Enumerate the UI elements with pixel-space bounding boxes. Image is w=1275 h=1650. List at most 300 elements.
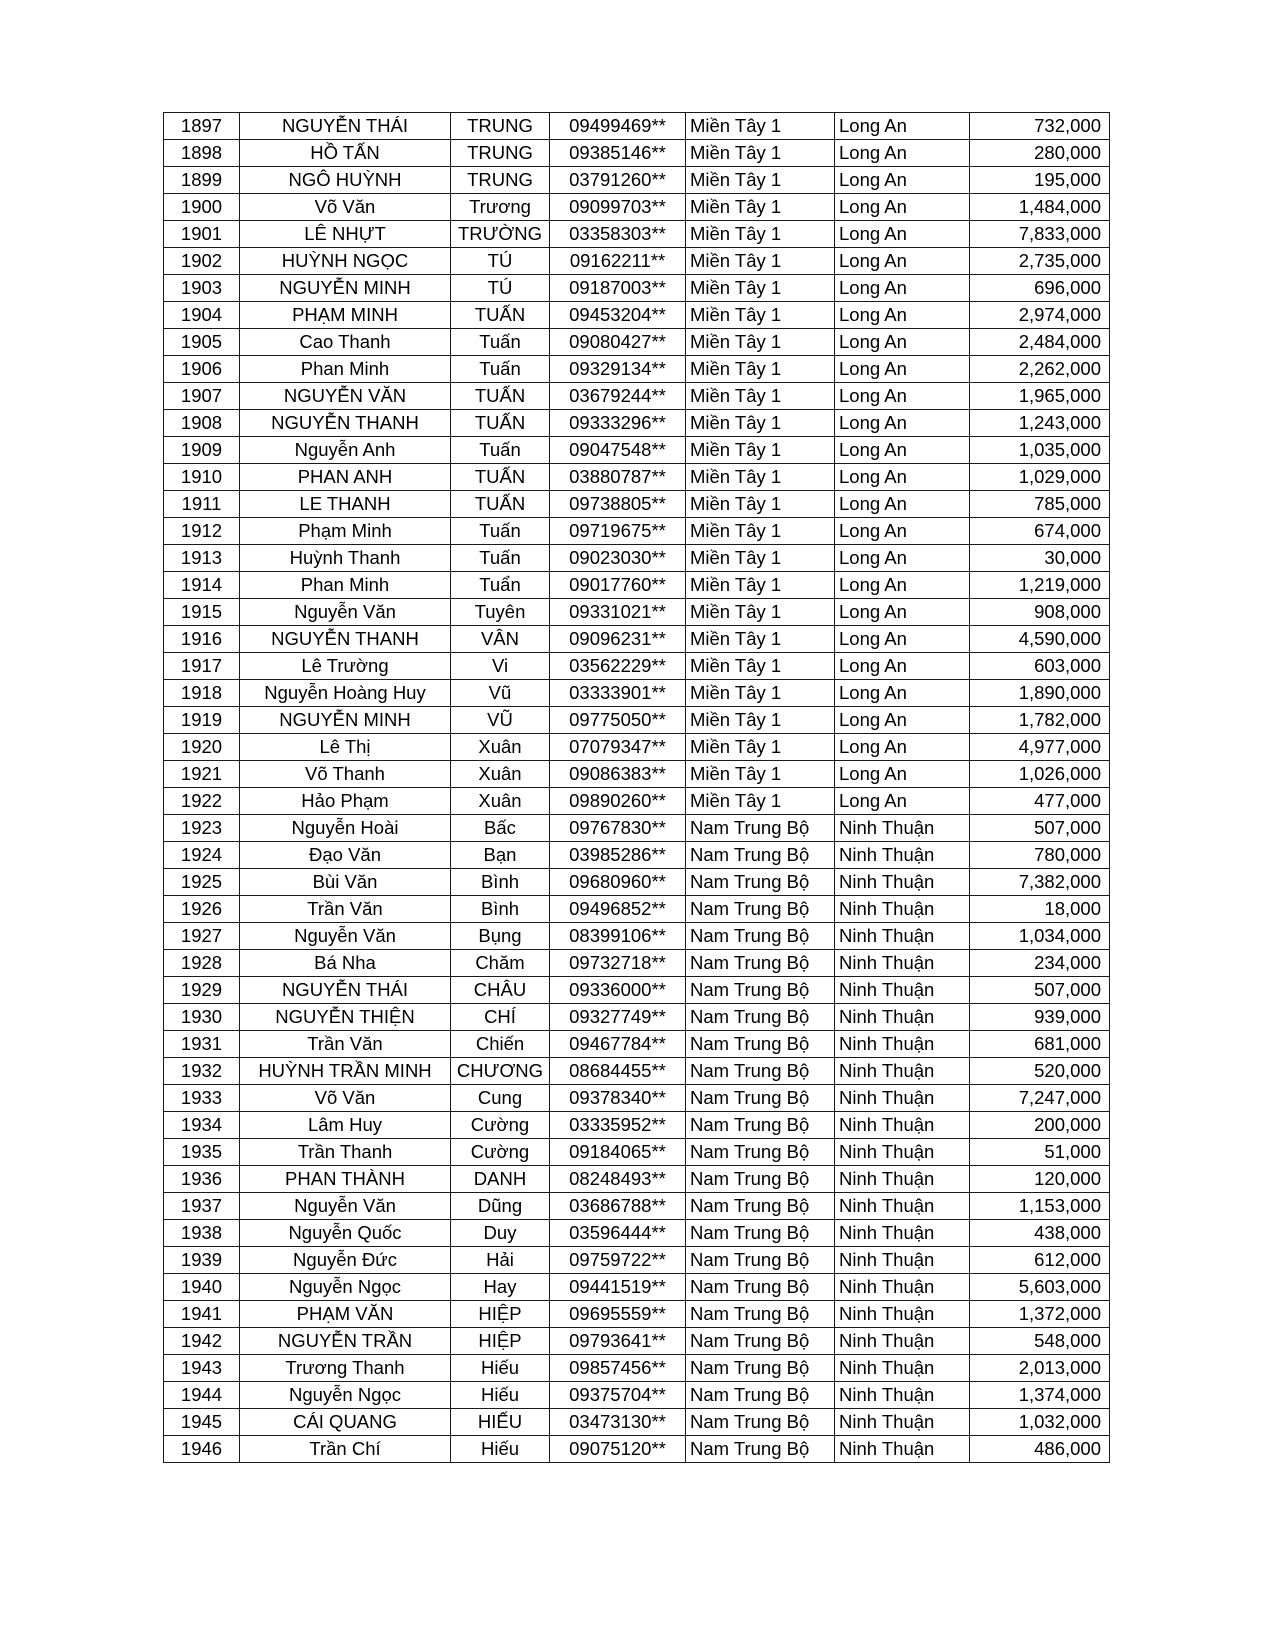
- surname-cell: Đạo Văn: [240, 842, 451, 869]
- phone-cell: 09775050**: [550, 707, 686, 734]
- given-name-cell: Hiếu: [451, 1355, 550, 1382]
- row-number-cell: 1929: [164, 977, 240, 1004]
- row-number-cell: 1942: [164, 1328, 240, 1355]
- region-cell: Nam Trung Bộ: [686, 1004, 835, 1031]
- phone-cell: 09496852**: [550, 896, 686, 923]
- given-name-cell: Hiếu: [451, 1382, 550, 1409]
- surname-cell: Bá Nha: [240, 950, 451, 977]
- province-cell: Long An: [835, 599, 970, 626]
- row-number-cell: 1902: [164, 248, 240, 275]
- province-cell: Long An: [835, 167, 970, 194]
- table-row: [164, 464, 1110, 491]
- table-body: [164, 113, 1110, 1463]
- surname-cell: Bùi Văn: [240, 869, 451, 896]
- region-cell: Miền Tây 1: [686, 329, 835, 356]
- row-number-cell: 1927: [164, 923, 240, 950]
- phone-cell: 08248493**: [550, 1166, 686, 1193]
- province-cell: Long An: [835, 491, 970, 518]
- phone-cell: 07079347**: [550, 734, 686, 761]
- row-number-cell: 1909: [164, 437, 240, 464]
- surname-cell: NGUYỄN THÁI: [240, 977, 451, 1004]
- surname-cell: PHẠM MINH: [240, 302, 451, 329]
- given-name-cell: Tuấn: [451, 518, 550, 545]
- province-cell: Ninh Thuận: [835, 1139, 970, 1166]
- row-number-cell: 1930: [164, 1004, 240, 1031]
- row-number-cell: 1932: [164, 1058, 240, 1085]
- region-cell: Nam Trung Bộ: [686, 1166, 835, 1193]
- given-name-cell: Tuyên: [451, 599, 550, 626]
- phone-cell: 09017760**: [550, 572, 686, 599]
- phone-cell: 03679244**: [550, 383, 686, 410]
- province-cell: Ninh Thuận: [835, 1355, 970, 1382]
- phone-cell: 09467784**: [550, 1031, 686, 1058]
- province-cell: Long An: [835, 680, 970, 707]
- amount-cell: 2,974,000: [970, 302, 1110, 329]
- region-cell: Nam Trung Bộ: [686, 1382, 835, 1409]
- amount-cell: 5,603,000: [970, 1274, 1110, 1301]
- province-cell: Ninh Thuận: [835, 896, 970, 923]
- phone-cell: 03686788**: [550, 1193, 686, 1220]
- province-cell: Long An: [835, 140, 970, 167]
- table-row: [164, 383, 1110, 410]
- surname-cell: Nguyễn Văn: [240, 1193, 451, 1220]
- province-cell: Ninh Thuận: [835, 923, 970, 950]
- amount-cell: 2,013,000: [970, 1355, 1110, 1382]
- table-row: [164, 1274, 1110, 1301]
- region-cell: Miền Tây 1: [686, 437, 835, 464]
- table-row: [164, 1193, 1110, 1220]
- region-cell: Nam Trung Bộ: [686, 1247, 835, 1274]
- phone-cell: 09499469**: [550, 113, 686, 140]
- row-number-cell: 1939: [164, 1247, 240, 1274]
- amount-cell: 732,000: [970, 113, 1110, 140]
- province-cell: Ninh Thuận: [835, 1085, 970, 1112]
- region-cell: Nam Trung Bộ: [686, 1193, 835, 1220]
- phone-cell: 09738805**: [550, 491, 686, 518]
- row-number-cell: 1905: [164, 329, 240, 356]
- given-name-cell: Hải: [451, 1247, 550, 1274]
- given-name-cell: Bạn: [451, 842, 550, 869]
- province-cell: Ninh Thuận: [835, 1166, 970, 1193]
- phone-cell: 09086383**: [550, 761, 686, 788]
- province-cell: Long An: [835, 383, 970, 410]
- phone-cell: 03335952**: [550, 1112, 686, 1139]
- phone-cell: 09732718**: [550, 950, 686, 977]
- province-cell: Long An: [835, 653, 970, 680]
- table-row: [164, 977, 1110, 1004]
- row-number-cell: 1933: [164, 1085, 240, 1112]
- row-number-cell: 1944: [164, 1382, 240, 1409]
- table-row: [164, 869, 1110, 896]
- table-row: [164, 302, 1110, 329]
- amount-cell: 1,035,000: [970, 437, 1110, 464]
- surname-cell: Trần Thanh: [240, 1139, 451, 1166]
- surname-cell: Nguyễn Hoài: [240, 815, 451, 842]
- given-name-cell: HIỆP: [451, 1301, 550, 1328]
- province-cell: Ninh Thuận: [835, 1112, 970, 1139]
- amount-cell: 548,000: [970, 1328, 1110, 1355]
- surname-cell: Nguyễn Văn: [240, 599, 451, 626]
- surname-cell: NGUYỄN THANH: [240, 410, 451, 437]
- region-cell: Miền Tây 1: [686, 680, 835, 707]
- row-number-cell: 1906: [164, 356, 240, 383]
- amount-cell: 681,000: [970, 1031, 1110, 1058]
- region-cell: Nam Trung Bộ: [686, 1274, 835, 1301]
- amount-cell: 780,000: [970, 842, 1110, 869]
- row-number-cell: 1921: [164, 761, 240, 788]
- region-cell: Nam Trung Bộ: [686, 923, 835, 950]
- table-row: [164, 1166, 1110, 1193]
- given-name-cell: HIẾU: [451, 1409, 550, 1436]
- province-cell: Ninh Thuận: [835, 1274, 970, 1301]
- region-cell: Nam Trung Bộ: [686, 1301, 835, 1328]
- surname-cell: Trần Văn: [240, 1031, 451, 1058]
- region-cell: Miền Tây 1: [686, 545, 835, 572]
- given-name-cell: Trương: [451, 194, 550, 221]
- surname-cell: Nguyễn Hoàng Huy: [240, 680, 451, 707]
- amount-cell: 603,000: [970, 653, 1110, 680]
- province-cell: Ninh Thuận: [835, 1220, 970, 1247]
- amount-cell: 7,247,000: [970, 1085, 1110, 1112]
- surname-cell: Hảo Phạm: [240, 788, 451, 815]
- table-row: [164, 815, 1110, 842]
- row-number-cell: 1922: [164, 788, 240, 815]
- row-number-cell: 1935: [164, 1139, 240, 1166]
- table-row: [164, 599, 1110, 626]
- phone-cell: 09453204**: [550, 302, 686, 329]
- table-row: [164, 896, 1110, 923]
- amount-cell: 674,000: [970, 518, 1110, 545]
- row-number-cell: 1937: [164, 1193, 240, 1220]
- surname-cell: PHẠM VĂN: [240, 1301, 451, 1328]
- phone-cell: 09080427**: [550, 329, 686, 356]
- row-number-cell: 1946: [164, 1436, 240, 1463]
- surname-cell: NGUYỄN MINH: [240, 275, 451, 302]
- amount-cell: 234,000: [970, 950, 1110, 977]
- region-cell: Nam Trung Bộ: [686, 1355, 835, 1382]
- table-row: [164, 545, 1110, 572]
- province-cell: Ninh Thuận: [835, 1328, 970, 1355]
- given-name-cell: Hay: [451, 1274, 550, 1301]
- phone-cell: 09336000**: [550, 977, 686, 1004]
- given-name-cell: Duy: [451, 1220, 550, 1247]
- table-row: [164, 680, 1110, 707]
- given-name-cell: Chiến: [451, 1031, 550, 1058]
- table-row: [164, 1382, 1110, 1409]
- region-cell: Nam Trung Bộ: [686, 1112, 835, 1139]
- table-row: [164, 1031, 1110, 1058]
- amount-cell: 477,000: [970, 788, 1110, 815]
- phone-cell: 09695559**: [550, 1301, 686, 1328]
- given-name-cell: Bụng: [451, 923, 550, 950]
- given-name-cell: TUẤN: [451, 302, 550, 329]
- table-row: [164, 221, 1110, 248]
- amount-cell: 438,000: [970, 1220, 1110, 1247]
- amount-cell: 1,026,000: [970, 761, 1110, 788]
- row-number-cell: 1919: [164, 707, 240, 734]
- surname-cell: Nguyễn Ngọc: [240, 1274, 451, 1301]
- region-cell: Miền Tây 1: [686, 572, 835, 599]
- surname-cell: NGÔ HUỲNH: [240, 167, 451, 194]
- given-name-cell: DANH: [451, 1166, 550, 1193]
- table-row: [164, 1328, 1110, 1355]
- region-cell: Nam Trung Bộ: [686, 1436, 835, 1463]
- amount-cell: 1,243,000: [970, 410, 1110, 437]
- phone-cell: 09162211**: [550, 248, 686, 275]
- province-cell: Ninh Thuận: [835, 1301, 970, 1328]
- province-cell: Long An: [835, 464, 970, 491]
- given-name-cell: Tuẩn: [451, 572, 550, 599]
- table-row: [164, 518, 1110, 545]
- region-cell: Miền Tây 1: [686, 626, 835, 653]
- surname-cell: Trần Văn: [240, 896, 451, 923]
- surname-cell: Võ Văn: [240, 1085, 451, 1112]
- surname-cell: Cao Thanh: [240, 329, 451, 356]
- table-row: [164, 572, 1110, 599]
- region-cell: Miền Tây 1: [686, 248, 835, 275]
- region-cell: Nam Trung Bộ: [686, 1328, 835, 1355]
- given-name-cell: HIỆP: [451, 1328, 550, 1355]
- given-name-cell: Xuân: [451, 734, 550, 761]
- region-cell: Miền Tây 1: [686, 140, 835, 167]
- phone-cell: 03333901**: [550, 680, 686, 707]
- phone-cell: 03880787**: [550, 464, 686, 491]
- amount-cell: 2,735,000: [970, 248, 1110, 275]
- province-cell: Long An: [835, 329, 970, 356]
- province-cell: Long An: [835, 275, 970, 302]
- amount-cell: 1,890,000: [970, 680, 1110, 707]
- table-row: [164, 1436, 1110, 1463]
- phone-cell: 09327749**: [550, 1004, 686, 1031]
- given-name-cell: Vi: [451, 653, 550, 680]
- region-cell: Miền Tây 1: [686, 275, 835, 302]
- given-name-cell: TÚ: [451, 275, 550, 302]
- table-row: [164, 1409, 1110, 1436]
- table-row: [164, 626, 1110, 653]
- row-number-cell: 1910: [164, 464, 240, 491]
- row-number-cell: 1915: [164, 599, 240, 626]
- table-row: [164, 410, 1110, 437]
- row-number-cell: 1926: [164, 896, 240, 923]
- surname-cell: Phan Minh: [240, 572, 451, 599]
- given-name-cell: CHÂU: [451, 977, 550, 1004]
- given-name-cell: Vũ: [451, 680, 550, 707]
- given-name-cell: Xuân: [451, 788, 550, 815]
- region-cell: Miền Tây 1: [686, 491, 835, 518]
- surname-cell: LE THANH: [240, 491, 451, 518]
- given-name-cell: Dũng: [451, 1193, 550, 1220]
- row-number-cell: 1920: [164, 734, 240, 761]
- table-row: [164, 1112, 1110, 1139]
- province-cell: Long An: [835, 545, 970, 572]
- table-row: [164, 437, 1110, 464]
- region-cell: Nam Trung Bộ: [686, 1139, 835, 1166]
- amount-cell: 1,374,000: [970, 1382, 1110, 1409]
- table-row: [164, 329, 1110, 356]
- province-cell: Long An: [835, 707, 970, 734]
- surname-cell: NGUYỄN THANH: [240, 626, 451, 653]
- given-name-cell: Cường: [451, 1139, 550, 1166]
- table-row: [164, 1355, 1110, 1382]
- phone-cell: 09333296**: [550, 410, 686, 437]
- amount-cell: 51,000: [970, 1139, 1110, 1166]
- phone-cell: 09184065**: [550, 1139, 686, 1166]
- surname-cell: NGUYỄN THIỆN: [240, 1004, 451, 1031]
- row-number-cell: 1897: [164, 113, 240, 140]
- surname-cell: PHAN THÀNH: [240, 1166, 451, 1193]
- phone-cell: 09375704**: [550, 1382, 686, 1409]
- region-cell: Nam Trung Bộ: [686, 1085, 835, 1112]
- amount-cell: 200,000: [970, 1112, 1110, 1139]
- row-number-cell: 1940: [164, 1274, 240, 1301]
- province-cell: Ninh Thuận: [835, 1058, 970, 1085]
- amount-cell: 696,000: [970, 275, 1110, 302]
- row-number-cell: 1901: [164, 221, 240, 248]
- amount-cell: 1,032,000: [970, 1409, 1110, 1436]
- table-row: [164, 248, 1110, 275]
- province-cell: Long An: [835, 194, 970, 221]
- row-number-cell: 1898: [164, 140, 240, 167]
- province-cell: Ninh Thuận: [835, 1436, 970, 1463]
- row-number-cell: 1900: [164, 194, 240, 221]
- row-number-cell: 1911: [164, 491, 240, 518]
- phone-cell: 09385146**: [550, 140, 686, 167]
- table-row: [164, 113, 1110, 140]
- surname-cell: HUỲNH TRẦN MINH: [240, 1058, 451, 1085]
- surname-cell: HUỲNH NGỌC: [240, 248, 451, 275]
- surname-cell: Phạm Minh: [240, 518, 451, 545]
- surname-cell: Huỳnh Thanh: [240, 545, 451, 572]
- province-cell: Ninh Thuận: [835, 1382, 970, 1409]
- phone-cell: 09329134**: [550, 356, 686, 383]
- phone-cell: 03473130**: [550, 1409, 686, 1436]
- amount-cell: 486,000: [970, 1436, 1110, 1463]
- amount-cell: 30,000: [970, 545, 1110, 572]
- province-cell: Long An: [835, 221, 970, 248]
- phone-cell: 09075120**: [550, 1436, 686, 1463]
- region-cell: Nam Trung Bộ: [686, 815, 835, 842]
- row-number-cell: 1912: [164, 518, 240, 545]
- province-cell: Ninh Thuận: [835, 869, 970, 896]
- phone-cell: 03985286**: [550, 842, 686, 869]
- province-cell: Long An: [835, 302, 970, 329]
- phone-cell: 03596444**: [550, 1220, 686, 1247]
- region-cell: Nam Trung Bộ: [686, 1409, 835, 1436]
- row-number-cell: 1917: [164, 653, 240, 680]
- phone-cell: 09378340**: [550, 1085, 686, 1112]
- given-name-cell: TUẤN: [451, 410, 550, 437]
- row-number-cell: 1916: [164, 626, 240, 653]
- surname-cell: Nguyễn Văn: [240, 923, 451, 950]
- region-cell: Miền Tây 1: [686, 518, 835, 545]
- amount-cell: 1,965,000: [970, 383, 1110, 410]
- surname-cell: Trần Chí: [240, 1436, 451, 1463]
- table-row: [164, 842, 1110, 869]
- region-cell: Nam Trung Bộ: [686, 977, 835, 1004]
- surname-cell: Võ Thanh: [240, 761, 451, 788]
- given-name-cell: Cường: [451, 1112, 550, 1139]
- row-number-cell: 1941: [164, 1301, 240, 1328]
- phone-cell: 09331021**: [550, 599, 686, 626]
- data-table: [163, 112, 1110, 1463]
- table-row: [164, 950, 1110, 977]
- province-cell: Long An: [835, 788, 970, 815]
- row-number-cell: 1923: [164, 815, 240, 842]
- amount-cell: 1,219,000: [970, 572, 1110, 599]
- row-number-cell: 1934: [164, 1112, 240, 1139]
- given-name-cell: Tuấn: [451, 545, 550, 572]
- table-row: [164, 275, 1110, 302]
- surname-cell: Lâm Huy: [240, 1112, 451, 1139]
- row-number-cell: 1943: [164, 1355, 240, 1382]
- amount-cell: 195,000: [970, 167, 1110, 194]
- row-number-cell: 1924: [164, 842, 240, 869]
- amount-cell: 612,000: [970, 1247, 1110, 1274]
- amount-cell: 7,382,000: [970, 869, 1110, 896]
- given-name-cell: TRUNG: [451, 140, 550, 167]
- region-cell: Miền Tây 1: [686, 167, 835, 194]
- amount-cell: 908,000: [970, 599, 1110, 626]
- phone-cell: 09023030**: [550, 545, 686, 572]
- table-row: [164, 1139, 1110, 1166]
- given-name-cell: TRƯỜNG: [451, 221, 550, 248]
- region-cell: Miền Tây 1: [686, 599, 835, 626]
- row-number-cell: 1945: [164, 1409, 240, 1436]
- region-cell: Miền Tây 1: [686, 761, 835, 788]
- table-row: [164, 1301, 1110, 1328]
- given-name-cell: Hiếu: [451, 1436, 550, 1463]
- surname-cell: Lê Thị: [240, 734, 451, 761]
- phone-cell: 09096231**: [550, 626, 686, 653]
- phone-cell: 09441519**: [550, 1274, 686, 1301]
- given-name-cell: Chăm: [451, 950, 550, 977]
- given-name-cell: Bình: [451, 896, 550, 923]
- province-cell: Long An: [835, 113, 970, 140]
- region-cell: Miền Tây 1: [686, 653, 835, 680]
- province-cell: Long An: [835, 248, 970, 275]
- phone-cell: 09187003**: [550, 275, 686, 302]
- row-number-cell: 1908: [164, 410, 240, 437]
- phone-cell: 09099703**: [550, 194, 686, 221]
- table-row: [164, 491, 1110, 518]
- amount-cell: 4,977,000: [970, 734, 1110, 761]
- row-number-cell: 1914: [164, 572, 240, 599]
- amount-cell: 4,590,000: [970, 626, 1110, 653]
- table-row: [164, 1220, 1110, 1247]
- given-name-cell: TRUNG: [451, 113, 550, 140]
- amount-cell: 120,000: [970, 1166, 1110, 1193]
- province-cell: Ninh Thuận: [835, 1004, 970, 1031]
- row-number-cell: 1913: [164, 545, 240, 572]
- given-name-cell: TUẤN: [451, 491, 550, 518]
- table-row: [164, 1058, 1110, 1085]
- given-name-cell: Tuấn: [451, 437, 550, 464]
- table-row: [164, 167, 1110, 194]
- phone-cell: 09890260**: [550, 788, 686, 815]
- phone-cell: 09680960**: [550, 869, 686, 896]
- province-cell: Long An: [835, 410, 970, 437]
- phone-cell: 09047548**: [550, 437, 686, 464]
- phone-cell: 08399106**: [550, 923, 686, 950]
- row-number-cell: 1931: [164, 1031, 240, 1058]
- given-name-cell: TÚ: [451, 248, 550, 275]
- amount-cell: 2,484,000: [970, 329, 1110, 356]
- amount-cell: 1,034,000: [970, 923, 1110, 950]
- region-cell: Nam Trung Bộ: [686, 869, 835, 896]
- region-cell: Miền Tây 1: [686, 707, 835, 734]
- given-name-cell: Bấc: [451, 815, 550, 842]
- given-name-cell: TUẤN: [451, 383, 550, 410]
